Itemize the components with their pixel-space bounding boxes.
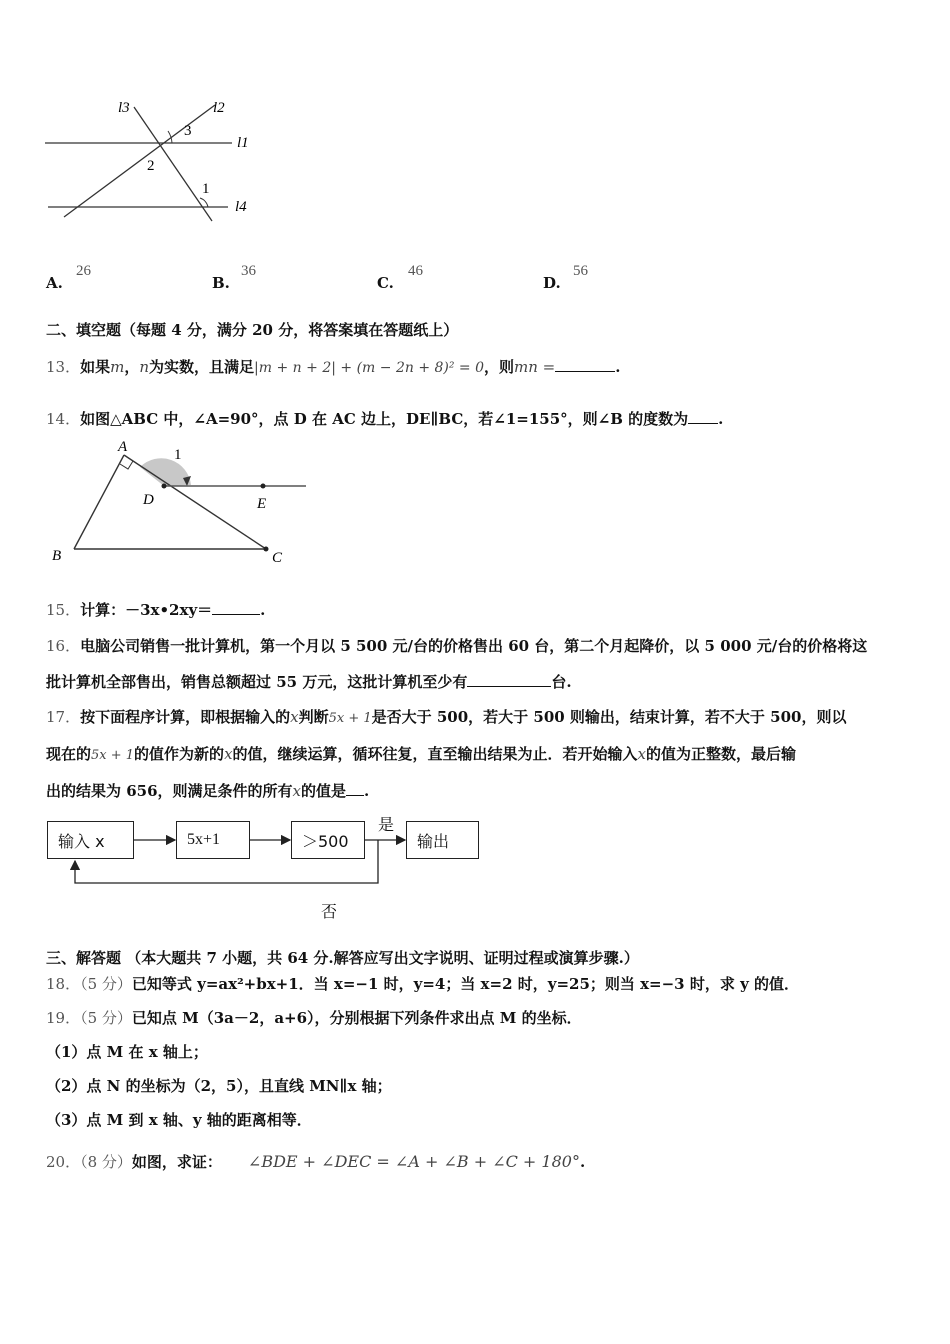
q17-x-4: x xyxy=(292,782,302,800)
q18-number: 18． xyxy=(46,975,81,993)
label-l2: l2 xyxy=(213,100,225,116)
q17-l2b: 的值作为新的 xyxy=(134,745,225,763)
q16-text-2: 批计算机全部售出，销售总额超过 55 万元，这批计算机至少有 xyxy=(46,673,468,691)
option-a-letter: A. xyxy=(46,274,63,292)
q17-expr-1: 5x + 1 xyxy=(328,711,372,726)
label-l3: l3 xyxy=(118,100,130,116)
option-d-value: 56 xyxy=(573,263,588,279)
q13-var-n: n xyxy=(139,358,150,376)
q13-equation: |m + n + 2| + (m − 2n + 8)² = 0 xyxy=(254,360,485,376)
q16-number: 16． xyxy=(46,637,81,655)
flow-yes-label: 是 xyxy=(378,815,395,834)
q17-l1a: 按下面程序计算，即根据输入的 xyxy=(80,708,291,726)
q13-text-2: 为实数，且满足 xyxy=(149,358,255,376)
q14-number: 14． xyxy=(46,410,81,428)
flow-calc-label: 5x+1 xyxy=(187,831,221,848)
label-c: C xyxy=(272,550,283,566)
label-one: 1 xyxy=(174,447,182,463)
q17-expr-2: 5x + 1 xyxy=(91,748,135,763)
q19-number: 19． xyxy=(46,1009,81,1027)
option-b-value: 36 xyxy=(241,263,256,279)
q13-end: . xyxy=(615,358,621,376)
flow-compare-box xyxy=(291,821,365,859)
label-e: E xyxy=(257,496,267,512)
q13-text-1: 如果 xyxy=(80,358,111,376)
flow-output-box xyxy=(406,821,479,859)
label-b: B xyxy=(52,548,62,564)
q19-score: （5 分） xyxy=(80,1009,132,1027)
q17-x-3: x xyxy=(637,745,647,763)
q19-part-3: （3）点 M 到 x 轴、y 轴的距离相等． xyxy=(46,1111,312,1129)
q20-end: . xyxy=(579,1153,586,1171)
q13-mn: mn = xyxy=(514,358,556,376)
q16-text-1: 电脑公司销售一批计算机，第一个月以 5 500 元/台的价格售出 60 台，第二个月起降价，以 5 000 元/台的价格将这 xyxy=(80,637,868,655)
question-19 xyxy=(46,1008,582,1028)
q16-end: 台. xyxy=(551,673,572,691)
q19-text: 已知点 M（3a－2，a+6），分别根据下列条件求出点 M 的坐标． xyxy=(131,1009,582,1027)
flow-calc-box xyxy=(176,821,250,859)
flow-no-label: 否 xyxy=(321,902,338,921)
angle-label-2: 2 xyxy=(147,158,155,174)
q20-equation: ∠BDE + ∠DEC = ∠A + ∠B + ∠C + 180° xyxy=(247,1152,580,1171)
q14-text: 如图△ABC 中，∠A=90°，点 D 在 AC 边上，DE∥BC，若∠1=155°，则∠B 的度数为 xyxy=(80,410,689,428)
angle-label-3: 3 xyxy=(184,123,192,139)
option-c-value: 46 xyxy=(408,263,423,279)
q20-text: 如图，求证： xyxy=(131,1153,222,1171)
q17-l2a: 现在的 xyxy=(46,745,92,763)
q17-l1c: 是否大于 500，若大于 500 则输出，结束计算，若不大于 500，则以 xyxy=(371,708,847,726)
angle-label-1: 1 xyxy=(202,181,210,197)
q20-number: 20． xyxy=(46,1153,81,1171)
q17-end: . xyxy=(364,782,370,800)
option-d-letter: D. xyxy=(543,274,561,292)
option-c-letter: C. xyxy=(377,274,394,292)
q13-sep: ， xyxy=(124,358,140,376)
q17-x-1: x xyxy=(290,708,299,726)
flow-input-label: 输入 x xyxy=(58,831,105,851)
q17-l1b: 判断 xyxy=(298,708,329,726)
question-18 xyxy=(46,974,799,994)
flow-input-box xyxy=(47,821,134,859)
flow-output-label: 输出 xyxy=(417,831,450,851)
q17-x-2: x xyxy=(224,745,233,763)
q17-l3a: 出的结果为 656，则满足条件的所有 xyxy=(46,782,293,800)
q17-l2c: 的值，继续运算，循环往复，直至输出结果为止．若开始输入 xyxy=(232,745,638,763)
label-d: D xyxy=(143,492,154,508)
q20-score: （8 分） xyxy=(80,1153,132,1171)
question-20 xyxy=(46,1152,585,1172)
q17-number: 17． xyxy=(46,708,81,726)
q19-part-1: （1）点 M 在 x 轴上； xyxy=(46,1043,208,1061)
q13-var-m: m xyxy=(110,358,125,376)
section-2-heading: 二、填空题（每题 4 分，满分 20 分，将答案填在答题纸上） xyxy=(46,321,459,339)
label-l1: l1 xyxy=(237,135,249,151)
q13-text-3: ，则 xyxy=(484,358,515,376)
label-a: A xyxy=(118,439,128,455)
option-a-value: 26 xyxy=(76,263,91,279)
q15-text: 计算：－3x•2xy＝ xyxy=(80,601,213,619)
q18-score: （5 分） xyxy=(80,975,132,993)
q17-l2d: 的值为正整数，最后输 xyxy=(646,745,797,763)
flow-compare-label: ＞500 xyxy=(302,831,349,851)
q19-part-2: （2）点 N 的坐标为（2，5），且直线 MN∥x 轴； xyxy=(46,1077,392,1095)
q15-number: 15． xyxy=(46,601,81,619)
q15-end: . xyxy=(260,601,266,619)
q18-text: 已知等式 y=ax²+bx+1．当 x=−1 时，y=4；当 x=2 时，y=25；则当 x=−3 时，求 y 的值． xyxy=(131,975,800,993)
q17-l3b: 的值是 xyxy=(301,782,347,800)
q14-end: . xyxy=(718,410,724,428)
section-3-heading: 三、解答题 （本大题共 7 小题，共 64 分.解答应写出文字说明、证明过程或演算步骤.） xyxy=(46,949,639,967)
q13-number: 13． xyxy=(46,358,81,376)
option-b-letter: B. xyxy=(212,274,230,292)
label-l4: l4 xyxy=(235,199,247,215)
